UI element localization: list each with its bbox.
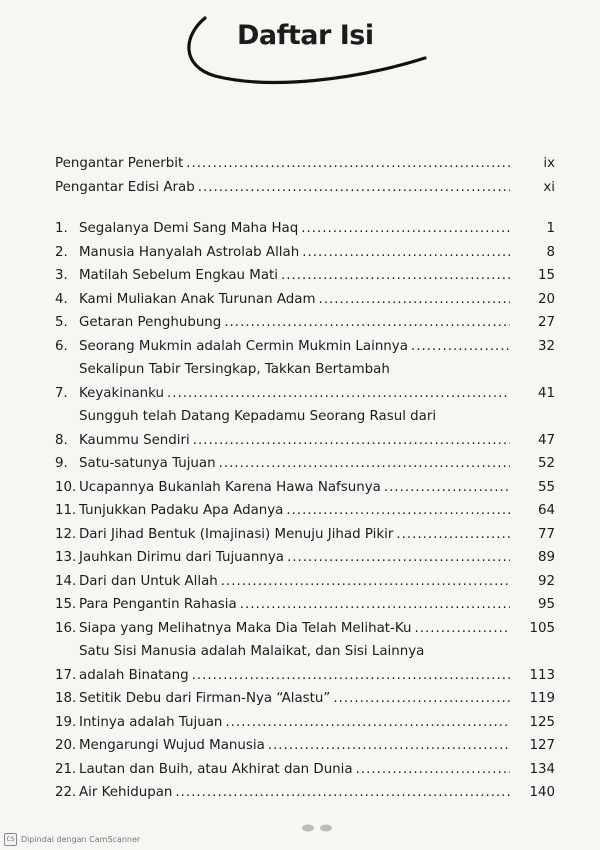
toc-leader-dots [384, 476, 510, 500]
toc-entry [79, 617, 513, 641]
toc-chapter-number: 11. [55, 503, 77, 518]
toc-label: Matilah Sebelum Engkau Mati [79, 268, 279, 283]
toc-leader-dots [198, 176, 510, 200]
toc-label: Getaran Penghubung [79, 315, 222, 330]
toc-chapter-number: 15. [55, 597, 77, 612]
toc-label: Tunjukkan Padaku Apa Adanya [79, 503, 284, 518]
toc-leader-dots [193, 429, 510, 453]
toc-entry [79, 640, 513, 687]
toc-label: Pengantar Penerbit [55, 156, 184, 171]
toc-label-continued [79, 429, 513, 453]
toc-leader-dots [192, 664, 510, 688]
toc-page-number: 119 [529, 691, 555, 706]
toc-label: Intinya adalah Tujuan [79, 714, 223, 730]
toc-label-line2: Kaummu Sendiri [79, 432, 190, 448]
toc-label: Jauhkan Dirimu dari Tujuannya [79, 550, 284, 565]
toc-page-number: 134 [529, 761, 555, 777]
toc-leader-dots [186, 152, 510, 176]
toc-entry [79, 335, 513, 359]
toc-entry [79, 687, 513, 711]
toc-multiline-label [79, 358, 513, 405]
toc-chapter-number: 1. [55, 221, 68, 236]
toc-chapter-number: 9. [55, 456, 68, 471]
toc-label: Ucapannya Bukanlah Karena Hawa Nafsunya [79, 479, 381, 495]
toc-row-chapter [55, 311, 555, 335]
toc-row-chapter [55, 335, 555, 359]
toc-label: Siapa yang Melihatnya Maka Dia Telah Melihat-Ku [79, 620, 412, 636]
toc-leader-dots [224, 311, 510, 335]
toc-label: Sekalipun Tabir Tersingkap, Takkan Bertambah [79, 362, 390, 377]
toc-label: Satu-satunya Tujuan [79, 456, 216, 471]
toc-chapter-number: 17. [55, 667, 77, 683]
toc-label: Satu Sisi Manusia adalah Malaikat, dan Sisi Lainnya [79, 644, 425, 659]
toc-row-chapter [55, 546, 555, 570]
toc-page-number: 8 [546, 244, 555, 260]
toc-page-number: 15 [537, 268, 555, 283]
toc-row-chapter [55, 687, 555, 711]
toc-label: Manusia Hanyalah Astrolab Allah [79, 244, 300, 260]
toc-page-number: 55 [537, 479, 555, 495]
toc-page-number: 64 [537, 503, 555, 518]
toc-entry [79, 570, 513, 594]
toc-label: Dari dan Untuk Allah [79, 573, 218, 589]
toc-chapter-number: 2. [55, 244, 68, 260]
toc-page-number: 41 [537, 385, 555, 401]
toc-entry [79, 546, 513, 570]
toc-page-number: 113 [529, 667, 555, 683]
toc-entry [79, 593, 513, 617]
toc-page-number: 105 [529, 620, 555, 636]
toc-entry [79, 734, 513, 758]
toc-chapter-number: 13. [55, 550, 77, 565]
toc-page-number: xi [543, 179, 555, 195]
toc-chapter-number: 4. [55, 291, 68, 307]
toc-row-chapter [55, 358, 555, 405]
toc-chapter-number: 3. [55, 268, 68, 283]
toc-leader-dots [268, 734, 510, 758]
toc-chapter-number: 22. [55, 785, 77, 800]
toc-page-number: 95 [537, 597, 555, 612]
toc-row-chapter [55, 734, 555, 758]
toc-entry [79, 241, 513, 265]
scanner-text: Dipindai dengan CamScanner [21, 835, 141, 844]
toc-entry [79, 405, 513, 452]
table-of-contents [55, 152, 555, 805]
toc-entry [79, 499, 513, 523]
toc-chapter-number: 14. [55, 573, 77, 589]
toc-label: Mengarungi Wujud Manusia [79, 738, 265, 753]
toc-leader-dots [411, 335, 510, 359]
toc-chapter-number: 19. [55, 714, 77, 730]
toc-page-number: 52 [537, 456, 555, 471]
toc-chapter-number: 12. [55, 526, 77, 542]
toc-chapter-number: 16. [55, 620, 77, 636]
toc-multiline-label [79, 405, 513, 452]
toc-leader-dots [396, 523, 510, 547]
toc-page-number: 89 [537, 550, 555, 565]
toc-leader-dots [302, 241, 510, 265]
toc-chapter-number: 5. [55, 315, 68, 330]
toc-page-number: 1 [546, 221, 555, 236]
toc-row-chapter [55, 523, 555, 547]
toc-entry [79, 523, 513, 547]
toc-label-line2: adalah Binatang [79, 667, 189, 683]
toc-label: Segalanya Demi Sang Maha Haq [79, 221, 299, 236]
toc-leader-dots [240, 593, 510, 617]
toc-row-chapter [55, 781, 555, 805]
toc-row-chapter [55, 241, 555, 265]
toc-entry [79, 452, 513, 476]
toc-row-chapter [55, 476, 555, 500]
toc-entry [55, 152, 513, 176]
toc-row-chapter [55, 264, 555, 288]
toc-entry [79, 311, 513, 335]
toc-page-number: 32 [537, 338, 555, 354]
toc-row-chapter [55, 640, 555, 687]
toc-leader-dots [287, 546, 510, 570]
toc-leader-dots [281, 264, 510, 288]
toc-page-number: 92 [537, 573, 555, 589]
toc-chapter-number: 18. [55, 691, 77, 706]
toc-label-continued [79, 664, 513, 688]
toc-chapter-number: 7. [55, 385, 68, 401]
toc-chapter-number: 8. [55, 432, 68, 448]
toc-label: Lautan dan Buih, atau Akhirat dan Dunia [79, 761, 353, 777]
toc-chapter-number: 20. [55, 738, 77, 753]
toc-leader-dots [167, 382, 510, 406]
toc-leader-dots [286, 499, 510, 523]
toc-row-chapter [55, 452, 555, 476]
toc-page-number: 27 [537, 315, 555, 330]
toc-page-number: 47 [537, 432, 555, 448]
toc-label-continued [79, 382, 513, 406]
toc-label: Setitik Debu dari Firman-Nya “Alastu” [79, 691, 331, 706]
toc-row-chapter [55, 405, 555, 452]
toc-entry [79, 758, 513, 782]
toc-row-chapter [55, 217, 555, 241]
toc-label-line2: Keyakinanku [79, 385, 164, 401]
toc-row-chapter [55, 593, 555, 617]
toc-row-chapter [55, 617, 555, 641]
toc-label: Air Kehidupan [79, 785, 173, 800]
toc-page-number: 20 [537, 291, 555, 307]
toc-entry [79, 264, 513, 288]
toc-leader-dots [175, 781, 510, 805]
toc-entry [79, 781, 513, 805]
toc-page-number: 127 [529, 738, 555, 753]
toc-entry [79, 711, 513, 735]
toc-page-number: ix [543, 156, 555, 171]
toc-label: Seorang Mukmin adalah Cermin Mukmin Lainnya [79, 338, 408, 354]
toc-leader-dots [356, 758, 510, 782]
toc-leader-dots [333, 687, 510, 711]
toc-leader-dots [221, 570, 510, 594]
toc-entry [79, 288, 513, 312]
toc-chapter-number: 21. [55, 761, 77, 777]
toc-multiline-label [79, 640, 513, 687]
toc-label: Pengantar Edisi Arab [55, 179, 195, 195]
toc-leader-dots [219, 452, 510, 476]
toc-chapter-number: 6. [55, 338, 68, 354]
toc-entry [55, 176, 513, 200]
toc-entry [79, 217, 513, 241]
toc-label: Dari Jihad Bentuk (Imajinasi) Menuju Jihad Pikir [79, 526, 394, 542]
toc-label: Sungguh telah Datang Kepadamu Seorang Rasul dari [79, 409, 437, 424]
toc-leader-dots [414, 617, 510, 641]
scanner-watermark [4, 833, 140, 846]
toc-page-number: 77 [537, 526, 555, 542]
toc-row-chapter [55, 499, 555, 523]
toc-leader-dots [225, 711, 510, 735]
toc-row-front [55, 152, 555, 176]
toc-chapter-number: 10. [55, 479, 77, 495]
toc-page-number: 125 [529, 714, 555, 730]
toc-leader-dots [319, 288, 510, 312]
toc-row-chapter [55, 288, 555, 312]
page-ornament [300, 822, 340, 832]
toc-page-number: 140 [529, 785, 555, 800]
toc-entry [79, 476, 513, 500]
page-title: Daftar Isi [237, 20, 374, 51]
toc-label: Kami Muliakan Anak Turunan Adam [79, 291, 316, 307]
toc-leader-dots [301, 217, 510, 241]
toc-entry [79, 358, 513, 405]
toc-row-chapter [55, 711, 555, 735]
cs-logo-icon: CS [4, 833, 17, 846]
toc-row-chapter [55, 758, 555, 782]
toc-row-front [55, 176, 555, 200]
toc-row-chapter [55, 570, 555, 594]
toc-label: Para Pengantin Rahasia [79, 597, 237, 612]
